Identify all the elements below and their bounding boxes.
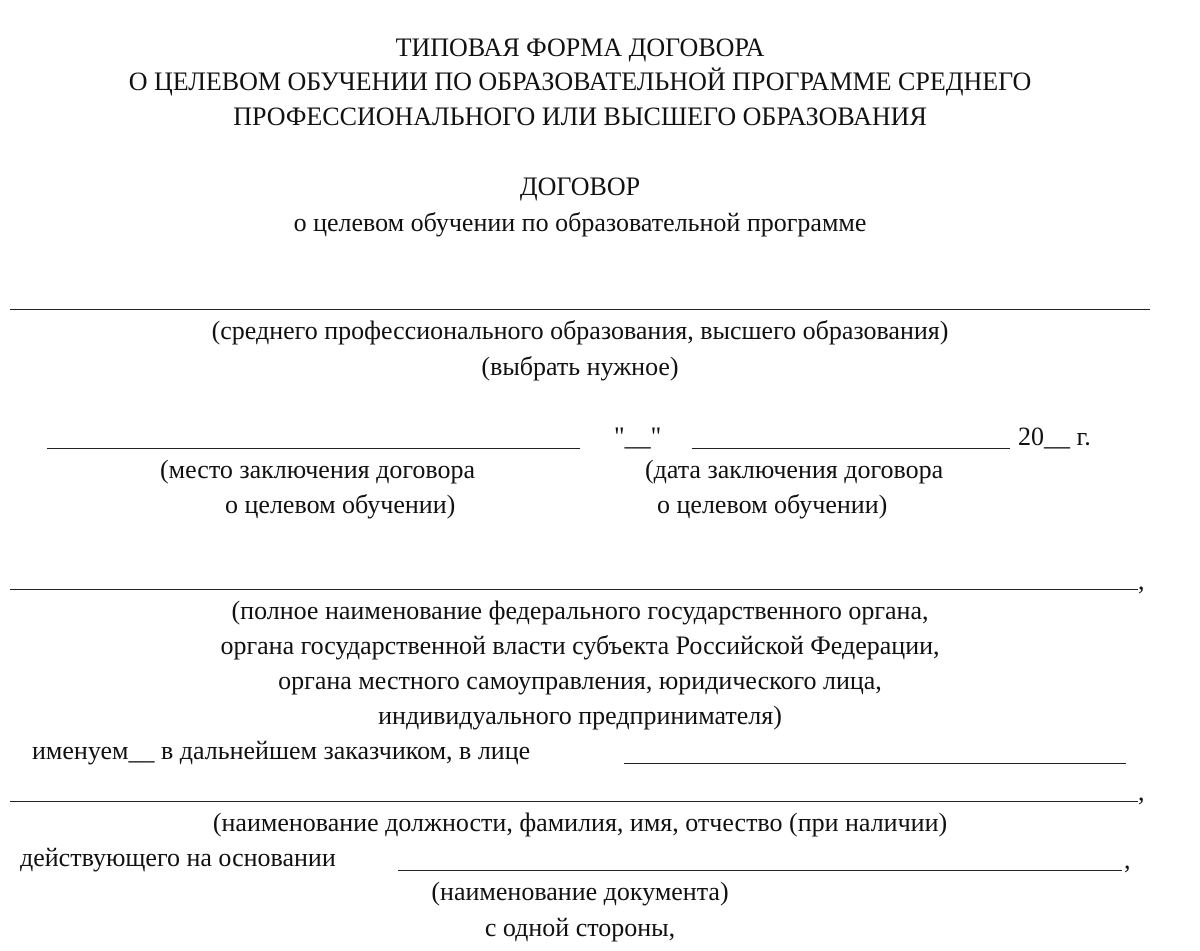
place-blank bbox=[47, 448, 580, 449]
date-month-blank bbox=[692, 448, 1010, 449]
customer-caption-line-3: органа местного самоуправления, юридического лица, bbox=[278, 666, 882, 695]
customer-name-comma: , bbox=[1138, 566, 1145, 595]
customer-name-blank bbox=[10, 589, 1138, 590]
place-caption-line-1: (место заключения договора bbox=[160, 455, 475, 484]
contract-subtitle: о целевом обучении по образовательной программе bbox=[293, 208, 867, 237]
customer-rep-blank-1 bbox=[624, 763, 1126, 764]
date-caption-line-1: (дата заключения договора bbox=[645, 455, 944, 484]
customer-caption-line-1: (полное наименование федерального государственного органа, bbox=[231, 596, 929, 625]
acting-basis-label: действующего на основании bbox=[20, 843, 336, 872]
acting-basis-comma: , bbox=[1124, 845, 1131, 874]
customer-caption-line-2: органа государственной власти субъекта Российской Федерации, bbox=[220, 631, 940, 660]
customer-caption-line-4: индивидуального предпринимателя) bbox=[378, 701, 782, 730]
form-heading-line-3: ПРОФЕССИОНАЛЬНОГО ИЛИ ВЫСШЕГО ОБРАЗОВАНИЯ bbox=[233, 102, 927, 131]
education-level-note: (выбрать нужное) bbox=[481, 352, 679, 381]
date-caption-line-2: о целевом обучении) bbox=[657, 490, 888, 519]
customer-rep-blank-2 bbox=[10, 801, 1138, 802]
customer-named-as: именуем__ в дальнейшем заказчиком, в лице bbox=[32, 736, 531, 765]
one-side-text: с одной стороны, bbox=[484, 913, 676, 942]
basis-document-caption: (наименование документа) bbox=[431, 877, 729, 906]
contract-title: ДОГОВОР bbox=[519, 172, 641, 201]
place-caption-line-2: о целевом обучении) bbox=[225, 490, 456, 519]
date-day-quotes: "__" bbox=[614, 422, 662, 451]
form-heading-line-1: ТИПОВАЯ ФОРМА ДОГОВОРА bbox=[395, 33, 765, 62]
customer-rep-comma: , bbox=[1138, 777, 1145, 806]
date-year: 20__ г. bbox=[1018, 422, 1091, 451]
rep-caption: (наименование должности, фамилия, имя, отчество (при наличии) bbox=[212, 808, 948, 837]
form-heading-line-2: О ЦЕЛЕВОМ ОБУЧЕНИИ ПО ОБРАЗОВАТЕЛЬНОЙ ПРОГРАММЕ СРЕДНЕГО bbox=[128, 67, 1032, 96]
education-level-blank bbox=[10, 309, 1150, 310]
education-level-caption: (среднего профессионального образования, высшего образования) bbox=[211, 316, 949, 345]
acting-basis-blank bbox=[398, 870, 1122, 871]
